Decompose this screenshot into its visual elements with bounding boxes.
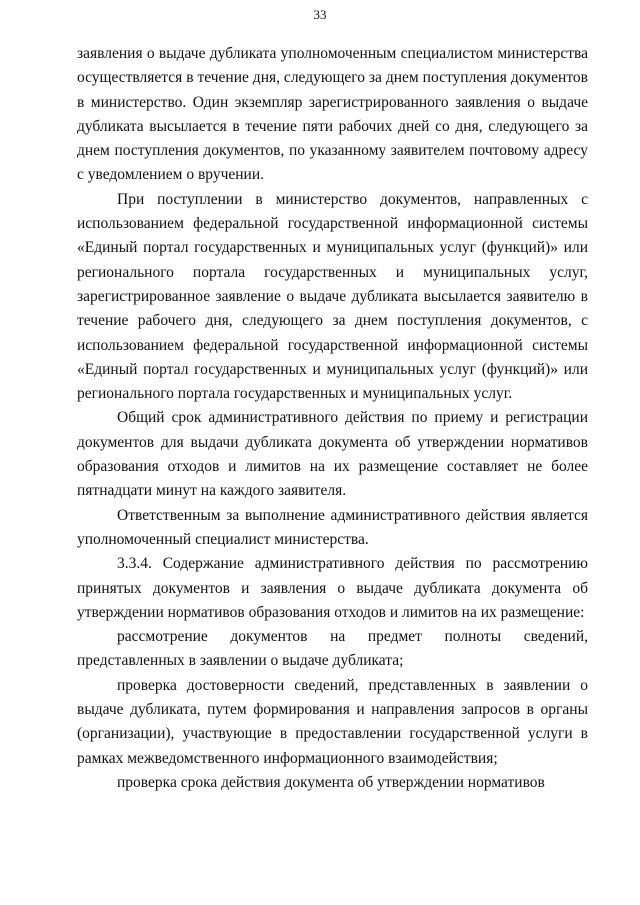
- paragraph-review-item: рассмотрение документов на предмет полноты сведений, представленных в заявлении о выдаче дубликата;: [77, 628, 588, 670]
- page-number: 33: [313, 7, 327, 22]
- document-body: [77, 42, 588, 795]
- paragraph-portal-submission: При поступлении в министерство документов, направленных с использованием федеральной государственной информационной системы «Единый портал государственных и муниципальных услуг (функций)» или регионального портала государственных и муниципальных услуг, зарегистрированное заявление о выдаче дубликата высылается заявителю в течение рабочего дня, следующего за днем поступления документов, с использованием федеральной государственной информационной системы «Единый портал государственных и муниципальных услуг (функций)» или регионального портала государственных и муниципальных услуг.: [77, 190, 588, 403]
- paragraph-continuation: заявления о выдаче дубликата уполномоченным специалистом министерства осуществляется в течение дня, следующего за днем поступления документов в министерство. Один экземпляр зарегистрированного заявления о выдаче дубликата высылается в течение пяти рабочих дней со дня, следующего за днем поступления документов, по указанному заявителем почтовому адресу с уведомлением о вручении.: [77, 45, 588, 184]
- paragraph-responsible: Ответственным за выполнение административного действия является уполномоченный специалист министерства.: [77, 506, 588, 548]
- paragraph-verification-item: проверка достоверности сведений, представленных в заявлении о выдаче дубликата, путем формирования и направления запросов в органы (организации), участвующие в предоставлении государственной услуги в рамках межведомственного информационного взаимодействия;: [77, 676, 588, 767]
- paragraph-section-3-3-4: 3.3.4. Содержание административного действия по рассмотрению принятых документов и заявления о выдаче дубликата документа об утверждении нормативов образования отходов и лимитов на их размещение:: [77, 555, 588, 621]
- paragraph-validity-check-item: проверка срока действия документа об утверждении нормативов: [117, 773, 545, 791]
- paragraph-processing-time: Общий срок административного действия по приему и регистрации документов для выдачи дубликата документа об утверждении нормативов образования отходов и лимитов на их размещение составляет не более пятнадцати минут на каждого заявителя.: [77, 409, 588, 500]
